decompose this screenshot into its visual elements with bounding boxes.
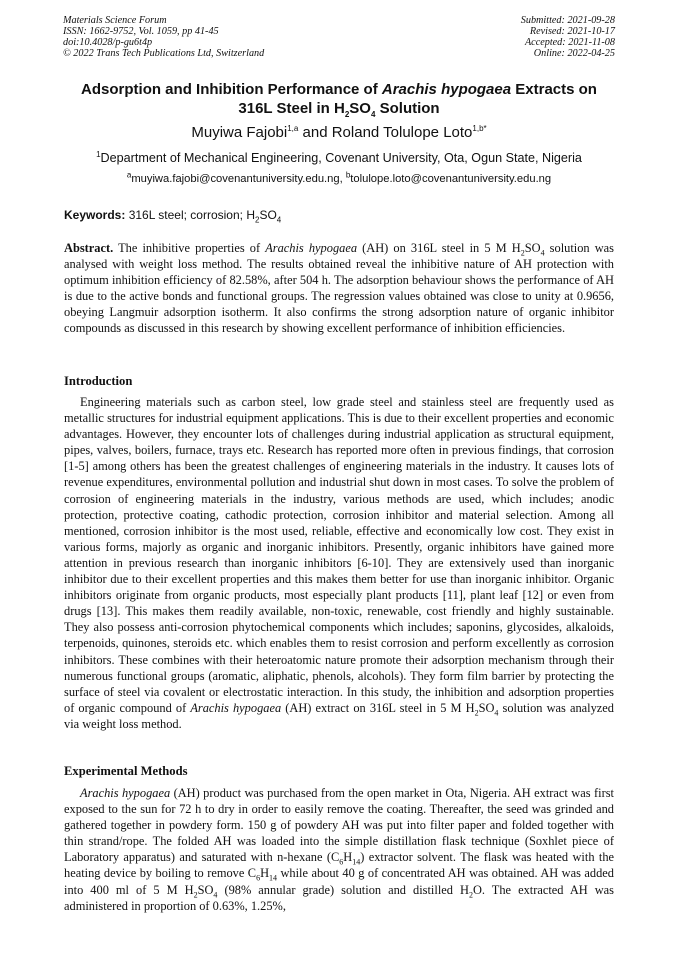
accepted-date: Accepted: 2021-11-08: [524, 37, 615, 48]
section-heading-methods: Experimental Methods: [64, 764, 188, 778]
affiliation: $^1$Department of Mechanical Engineering, Covenant University, Ota, Ogun State, Nigeria: [96, 149, 582, 165]
species-name: Arachis hypogaea: [381, 81, 512, 98]
email-link[interactable]: tolulope.loto@covenantuniversity.edu.ng: [350, 173, 552, 185]
revised-date: Revised: 2021-10-17: [529, 26, 615, 37]
keywords-label: Keywords:: [64, 208, 126, 222]
journal-name: Materials Science Forum: [63, 15, 167, 26]
copyright: © 2022 Trans Tech Publications Ltd, Switzerland: [63, 48, 265, 59]
introduction-paragraph: Engineering materials such as carbon steel, low grade steel and stainless steel are frequently used as metallic structures for industrial equipment applications. This is due to their excellent properties and economic advantages. However, they encounter lots of challenges during industrial application as structural equipment, pipes, valves, boilers, furnace, trays etc. Research has reported more often in previous findings, that corrosion [1-5] among others has been the greatest challenges of engineering materials in the industry. It causes lots of revenue expenditures, environmental pollution and industrial shut down in most cases. To solve the problem of corrosion of engineering materials in the industry, various methods are used, which includes; anodic protection, protective coating, cathodic protection, corrosion inhibitor and material selection. Among all mentioned, corrosion inhibitor is the most used, reliable, effective and economically low cost. They exist in various forms, majorly as organic and inorganic inhibitors. Presently, organic inhibitors have gained more attention in previous research than inorganic inhibitors [6-10]. They are extensively used than inorganic inhibitor due to their excellent properties and this makes them better for use than inorganic inhibitor. Organic inhibitors originate from organic products, most especially plant products [11], plant leaf [12] or even from drugs [13]. This makes them readily available, non-toxic, renewable, cost friendly and highly sustainable. They also possess anti-corrosion phytochemical components which includes; saponins, glycosides, alkaloids, terpenoids, quinones, steroids etc. which enables them to resist corrosion and perform excellently as corrosion inhibitors. These combines with their heteroatomic nature promote their adsorption mechanism through their numerous functional groups (aromatic, aliphatic, phenols, alcohols). They form film barrier by protecting the surface of steel via covalent or electrostatic interaction. In this study, the inhibition and adsorption properties of organic compound of Arachis hypogaea (AH) extract on 316L steel in 5 M $H_2SO_4$ solution was analyzed via weight loss method.: [64, 395, 614, 731]
species-name: Arachis hypogaea: [190, 700, 282, 715]
dates-header: [521, 15, 615, 59]
paper-title: Adsorption and Inhibition Performance of Arachis hypogaea Extracts on 316L Steel in $H_2SO_4$ Solution: [81, 81, 597, 119]
email-link[interactable]: muyiwa.fajobi@covenantuniversity.edu.ng: [131, 173, 340, 185]
keywords: Keywords: 316L steel; corrosion; $H_2SO_4$: [64, 208, 282, 225]
species-name: Arachis hypogaea: [80, 786, 171, 800]
methods-paragraph: Arachis hypogaea (AH) product was purchased from the open market in Ota, Nigeria. AH extract was first exposed to the sun for 72 h to dry in order to easily remove the coating. Thereafter, the seed was grinded and gathered together in powdery form. 150 g of powdery AH was put into filter paper and folded together with thin strand/rope. The folded AH was loaded into the simple distillation flask technique (Soxhlet piece of Laboratory apparatus) and saturated with n-hexane $(C_6H_{14})$ extractor solvent. The flask was heated with the heating device by boiling to remove $C_6H_{14}$ while about 40 g of concentrated AH was obtained. AH was added into 400 ml of 5 M $H_2SO_4$ (98% annular grade) solution and distilled $H_2O$. The extracted AH was administered in proportion of 0.63%, 1.25%,: [64, 786, 615, 913]
author-list: Muyiwa Fajobi$^{1,a}$ and Roland Tolulope Loto$^{1,b*}$: [191, 124, 487, 141]
submitted-date: Submitted: 2021-09-28: [520, 15, 615, 26]
author-emails: $^a$muyiwa.fajobi@covenantuniversity.edu.ng, $^b$tolulope.loto@covenantuniversity.edu.ng: [126, 170, 552, 185]
online-date: Online: 2022-04-25: [533, 48, 615, 59]
issn: ISSN: 1662-9752, Vol. 1059, pp 41-45: [63, 26, 219, 37]
abstract: Abstract. The inhibitive properties of Arachis hypogaea (AH) on 316L steel in 5 M $H_2SO_4$ solution was analysed with weight loss method. The results obtained reveal the inhibitive nature of AH protection with optimum inhibition efficiency of 82.58%, after 504 h. The adsorption behaviour shows the performance of AH is due to the active bonds and functional groups. The regression values obtained was close to unity at 0.9656, obeying Langmuir adsorption isotherm. It also confirms the strong adsorption nature of organic inhibitor compounds as discussed in this research by showing excellent performance of inhibition efficiencies.: [64, 241, 614, 336]
species-name: Arachis hypogaea: [265, 241, 358, 255]
author-name: Muyiwa Fajobi: [191, 124, 288, 141]
section-heading-introduction: Introduction: [64, 374, 133, 388]
journal-header: [63, 15, 264, 59]
abstract-label: Abstract.: [64, 241, 114, 255]
author-name: and Roland Tolulope Loto: [298, 124, 473, 141]
doi[interactable]: doi:10.4028/p-gu6t4p: [63, 37, 153, 48]
